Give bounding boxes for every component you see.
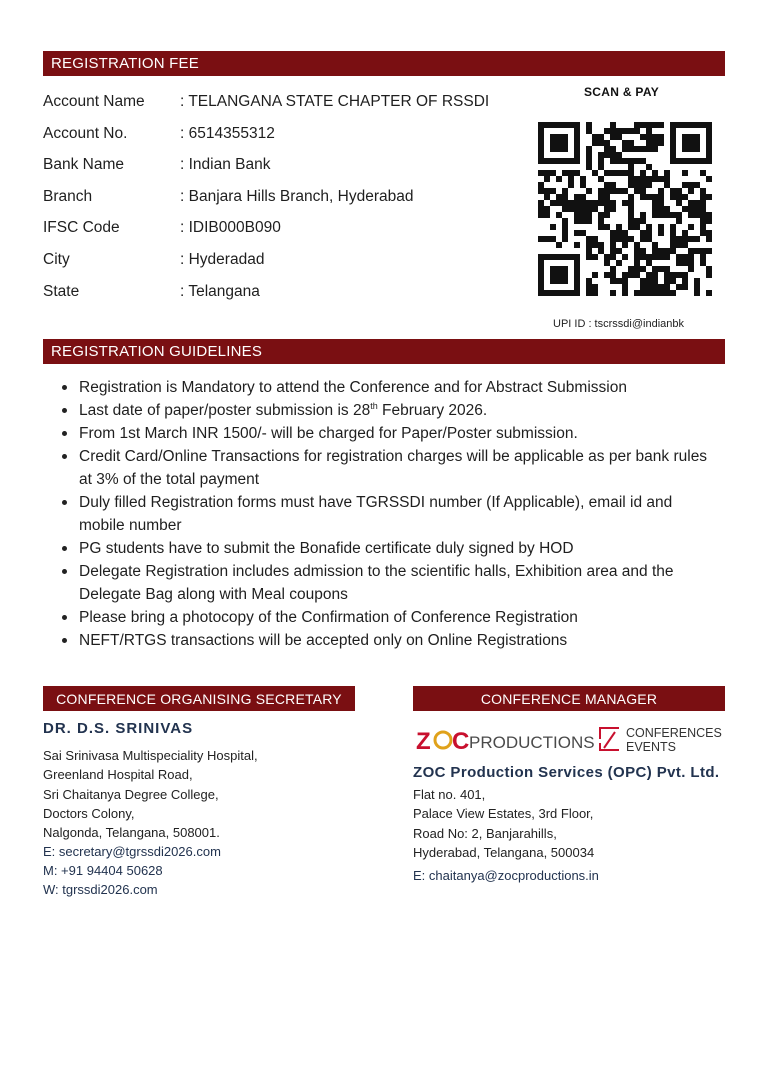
state-label: State xyxy=(43,283,80,300)
upi-id: UPI ID : tscrssdi@indianbk xyxy=(553,318,684,330)
list-item: PG students have to submit the Bonafide certificate duly signed by HOD xyxy=(60,537,710,560)
account-no-label: Account No. xyxy=(43,125,128,142)
bullet-icon xyxy=(62,385,67,390)
bank-name-value: : Indian Bank xyxy=(180,156,271,173)
bullet-icon xyxy=(62,569,67,574)
bank-name-row xyxy=(43,156,270,176)
svg-text:C: C xyxy=(452,728,470,755)
scan-and-pay-label: SCAN & PAY xyxy=(584,85,660,99)
svg-text:EVENTS: EVENTS xyxy=(626,740,677,754)
bullet-icon xyxy=(62,615,67,620)
list-item: Last date of paper/poster submission is 28th February 2026. xyxy=(60,399,710,422)
manager-email[interactable]: E: chaitanya@zocproductions.in xyxy=(413,868,599,883)
secretary-email[interactable]: E: secretary@tgrssdi2026.com xyxy=(43,844,221,859)
manager-contact xyxy=(413,866,599,885)
manager-address: Flat no. 401, Palace View Estates, 3rd Floor, Road No: 2, Banjarahills, Hyderabad, Telangana, 500034 xyxy=(413,787,595,860)
account-no-row xyxy=(43,125,275,145)
manager-company-name: ZOC Production Services (OPC) Pvt. Ltd. xyxy=(413,764,720,781)
list-item: From 1st March INR 1500/- will be charged for Paper/Poster submission. xyxy=(60,422,710,445)
city-row xyxy=(43,251,264,271)
svg-text:CONFERENCES: CONFERENCES xyxy=(626,726,722,740)
secretary-website[interactable]: W: tgrssdi2026.com xyxy=(43,882,158,897)
account-name-row xyxy=(43,93,489,113)
branch-row xyxy=(43,188,413,208)
svg-text:Z: Z xyxy=(416,728,431,755)
ifsc-value: : IDIB000B090 xyxy=(180,219,281,236)
account-name-label: Account Name xyxy=(43,93,145,110)
bullet-icon xyxy=(62,500,67,505)
list-item: Registration is Mandatory to attend the Conference and for Abstract Submission xyxy=(60,376,710,399)
bullet-icon xyxy=(62,408,67,413)
secretary-mobile[interactable]: M: +91 94404 50628 xyxy=(43,863,163,878)
state-row xyxy=(43,283,260,303)
bullet-icon xyxy=(62,431,67,436)
account-no-value: : 6514355312 xyxy=(180,125,275,142)
secretary-contact xyxy=(43,842,221,899)
state-value: : Telangana xyxy=(180,283,260,300)
list-item: Credit Card/Online Transactions for registration charges will be applicable as per bank rules at 3% of the total payment xyxy=(60,445,710,491)
branch-label: Branch xyxy=(43,188,93,205)
list-item: Duly filled Registration forms must have TGRSSDI number (If Applicable), email id and mobile number xyxy=(60,491,710,537)
bullet-icon xyxy=(62,638,67,643)
city-value: : Hyderadad xyxy=(180,251,265,268)
ifsc-row xyxy=(43,219,281,239)
account-name-value: : TELANGANA STATE CHAPTER OF RSSDI xyxy=(180,93,490,110)
bank-name-label: Bank Name xyxy=(43,156,124,173)
registration-guidelines-heading: REGISTRATION GUIDELINES xyxy=(43,339,725,364)
bullet-icon xyxy=(62,546,67,551)
zoc-productions-logo xyxy=(416,721,726,757)
ifsc-label: IFSC Code xyxy=(43,219,120,236)
secretary-address: Sai Srinivasa Multispeciality Hospital, Greenland Hospital Road, Sri Chaitanya Degree College, Doctors Colony, Nalgonda, Telangana, 508001. xyxy=(43,748,258,841)
registration-fee-heading: REGISTRATION FEE xyxy=(43,51,725,76)
bullet-icon xyxy=(62,454,67,459)
list-item: NEFT/RTGS transactions will be accepted only on Online Registrations xyxy=(60,629,710,652)
list-item: Delegate Registration includes admission to the scientific halls, Exhibition area and the Delegate Bag along with Meal coupons xyxy=(60,560,710,606)
branch-value: : Banjara Hills Branch, Hyderabad xyxy=(180,188,414,205)
payment-qr-code xyxy=(538,122,712,296)
organising-secretary-heading: CONFERENCE ORGANISING SECRETARY xyxy=(43,686,355,711)
conference-manager-heading: CONFERENCE MANAGER xyxy=(413,686,725,711)
svg-text:PRODUCTIONS: PRODUCTIONS xyxy=(469,733,595,752)
guidelines-list xyxy=(60,376,710,652)
secretary-name: DR. D.S. SRINIVAS xyxy=(43,720,194,737)
city-label: City xyxy=(43,251,70,268)
list-item: Please bring a photocopy of the Confirmation of Conference Registration xyxy=(60,606,710,629)
